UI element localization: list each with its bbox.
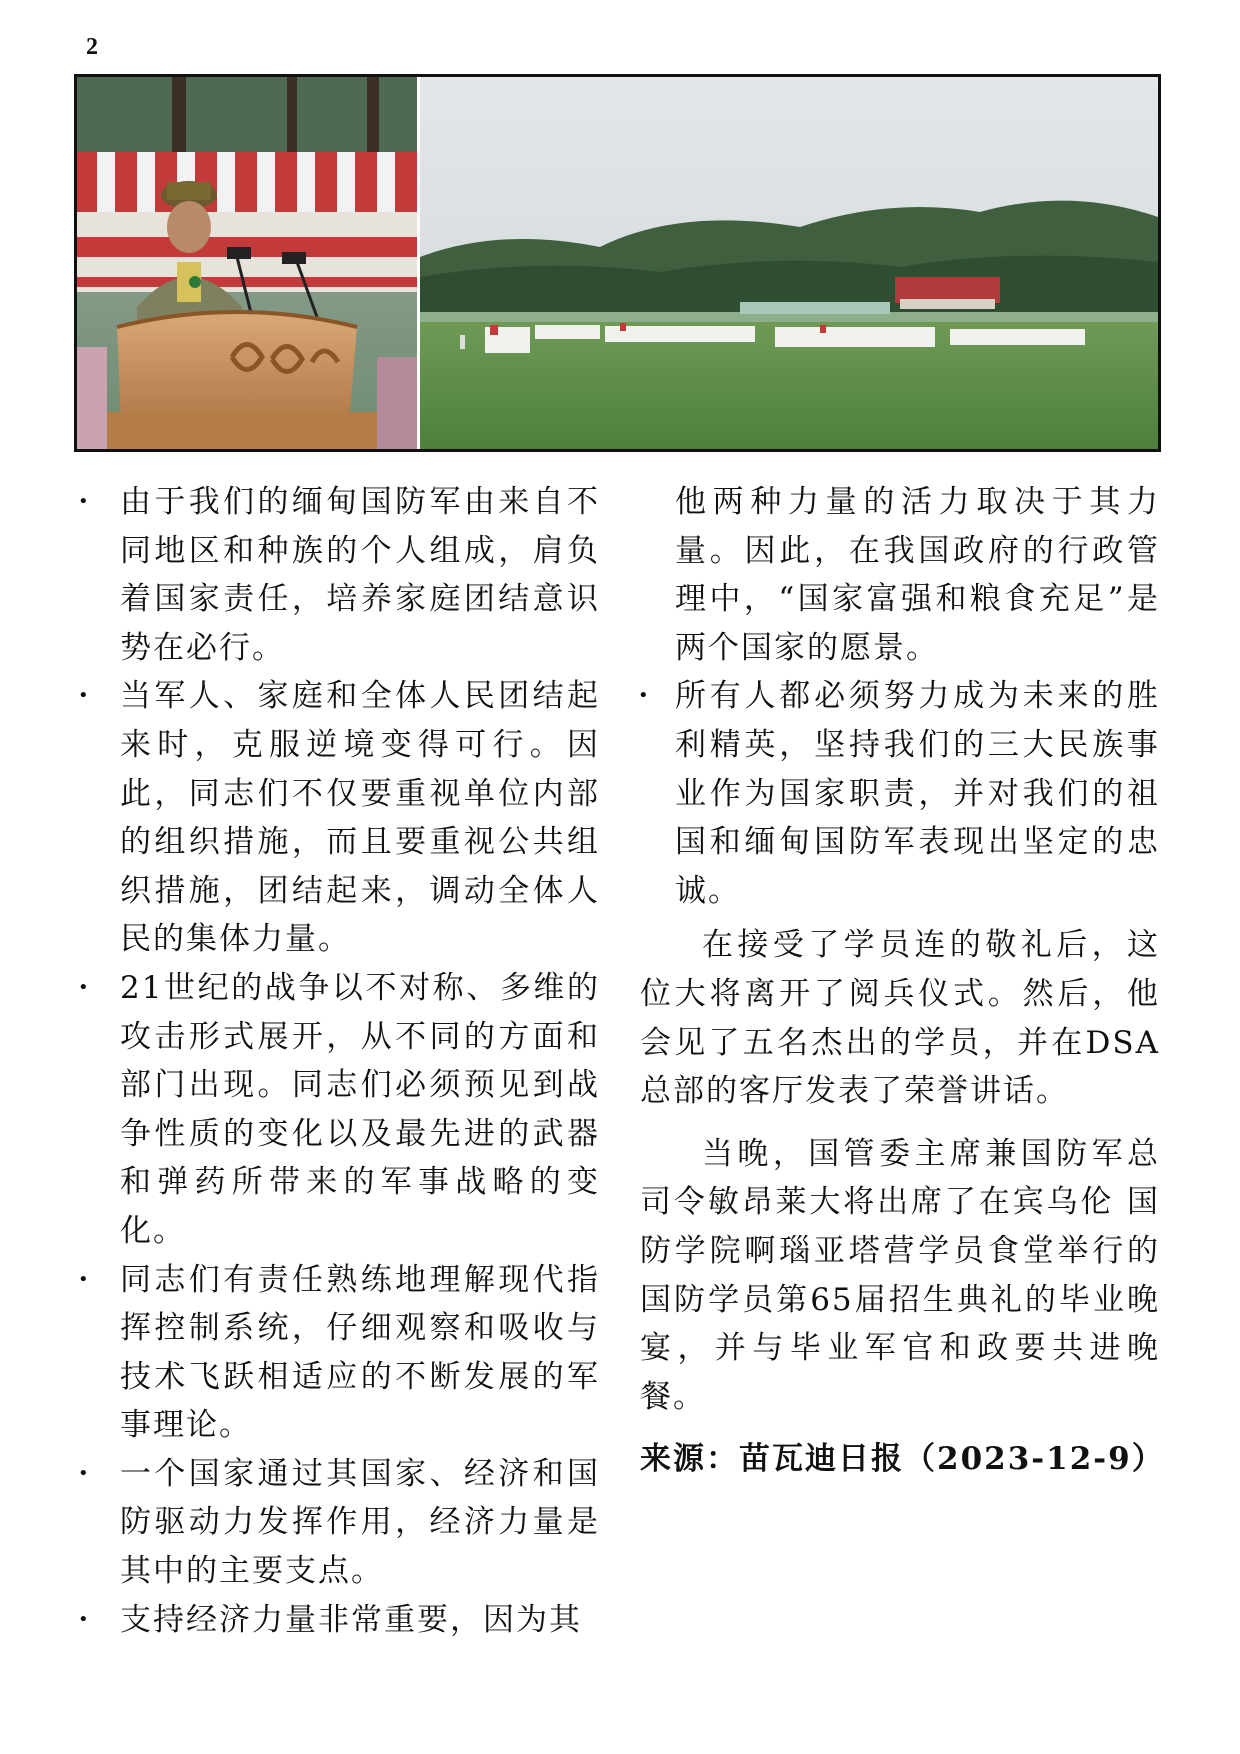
bullet-text: 所有人都必须努力成为未来的胜利精英，坚持我们的三大民族事业作为国家职责，并对我们的祖国和缅甸国防军表现出坚定的忠诚。	[675, 678, 1160, 909]
bullet-item	[80, 1596, 600, 1645]
speaker-at-podium-photo	[77, 77, 417, 449]
bullet-item	[80, 1450, 600, 1596]
bullet-icon	[80, 1256, 120, 1305]
bullet-icon	[80, 1596, 120, 1645]
bullet-text: 21世纪的战争以不对称、多维的攻击形式展开，从不同的方面和部门出现。同志们必须预见到战争性质的变化以及最先进的武器和弹药所带来的军事战略的变化。	[120, 969, 600, 1249]
bullet-icon	[80, 672, 120, 721]
bullet-text: 一个国家通过其国家、经济和国防驱动力发挥作用，经济力量是其中的主要支点。	[120, 1455, 600, 1590]
body-paragraph: 当晚，国管委主席兼国防军总司令敏昂莱大将出席了在宾乌伦 国防学院啊瑙亚塔营学员食堂举行的国防学员第65届招生典礼的毕业晚宴，并与毕业军官和政要共进晚餐。	[640, 1135, 1160, 1415]
bullet-text: 当军人、家庭和全体人民团结起来时，克服逆境变得可行。因此，同志们不仅要重视单位内部的组织措施，而且要重视公共组织措施，团结起来，调动全体人民的集体力量。	[120, 678, 600, 958]
bullet-icon	[640, 672, 680, 721]
page-number: 2	[86, 34, 98, 60]
bullet-item	[80, 478, 600, 672]
body-paragraph: 在接受了学员连的敬礼后，这位大将离开了阅兵仪式。然后，他会见了五名杰出的学员，并在DSA总部的客厅发表了荣誉讲话。	[640, 927, 1160, 1110]
bullet-text: 由于我们的缅甸国防军由来自不同地区和种族的个人组成，肩负着国家责任，培养家庭团结意识势在必行。	[120, 484, 600, 666]
continued-bullet-text: 他两种力量的活力取决于其力量。因此，在我国政府的行政管理中，“国家富强和粮食充足”是两个国家的愿景。	[675, 484, 1160, 666]
bullet-item	[80, 672, 600, 964]
bullet-item	[640, 672, 1160, 915]
header-photo-strip	[74, 74, 1161, 452]
bullet-item	[80, 964, 600, 1256]
bullet-icon	[80, 478, 120, 527]
right-text-column	[640, 478, 1165, 1484]
bullet-icon	[80, 964, 120, 1013]
parade-ground-photo	[420, 77, 1158, 449]
bullet-text: 支持经济力量非常重要，因为其	[120, 1601, 582, 1638]
bullet-text: 同志们有责任熟练地理解现代指挥控制系统，仔细观察和吸收与技术飞跃相适应的不断发展的军事理论。	[120, 1261, 600, 1444]
bullet-item	[80, 1256, 600, 1450]
source-citation: 来源：苗瓦迪日报（2023-12-9）	[640, 1441, 1165, 1478]
bullet-icon	[80, 1450, 120, 1499]
left-text-column	[80, 478, 600, 1644]
